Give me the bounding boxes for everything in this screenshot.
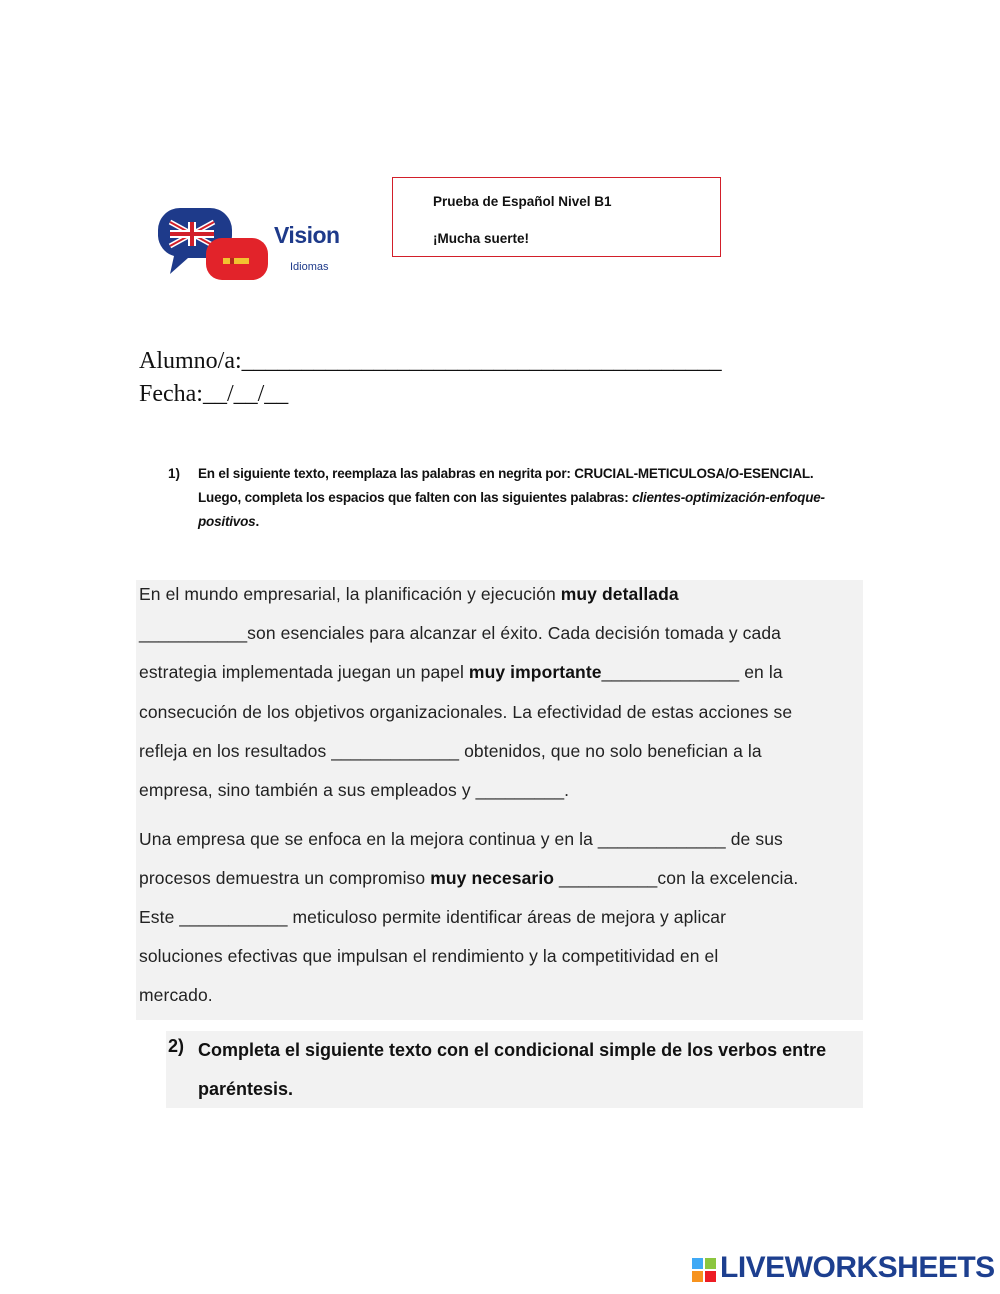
bold-phrase: muy importante [468,662,602,682]
passage-line[interactable]: Una empresa que se enfoca en la mejora continua y en la _____________ de sus [139,829,783,849]
exercise-1-instruction-complete: Luego, completa los espacios que falten con las siguientes palabras: clientes-optimización-enfoque- positivos. [198,490,825,529]
exercise-1-number: 1) [168,466,181,481]
student-name-field[interactable]: Alumno/a:________________________________________ [139,348,722,374]
test-header-box [392,177,721,257]
logo-wordmark: Vision [274,222,340,248]
reading-passage [136,580,863,1020]
date-field[interactable]: Fecha:__/__/__ [139,381,289,407]
word-bank: clientes-optimización-enfoque- positivos [198,490,825,529]
passage-line[interactable]: ___________son esenciales para alcanzar el éxito. Cada decisión tomada y cada [139,623,782,643]
bold-phrase: muy detallada [560,584,679,604]
bold-phrase: muy necesario [430,868,555,888]
liveworksheets-wordmark: LIVEWORKSHEETS [720,1251,995,1284]
exercise-1-instructions [198,462,858,534]
passage-line: En el mundo empresarial, la planificación y ejecución muy detallada [139,584,679,604]
spain-speech-bubble-icon [206,238,268,280]
liveworksheets-icon [692,1258,716,1282]
passage-line: consecución de los objetivos organizacionales. La efectividad de estas acciones se [139,702,793,722]
passage-line[interactable]: estrategia implementada juegan un papel muy importante______________ en la [139,662,783,682]
passage-line[interactable]: empresa, sino también a sus empleados y _________. [139,780,570,800]
passage-line[interactable]: Este ___________ meticuloso permite identificar áreas de mejora y aplicar [139,907,727,927]
good-luck-message: ¡Mucha suerte! [433,231,530,246]
logo-subtitle: Idiomas [290,261,329,273]
passage-line[interactable]: procesos demuestra un compromiso muy necesario __________con la excelencia. [139,868,799,888]
passage-line: soluciones efectivas que impulsan el rendimiento y la competitividad en el [139,946,719,966]
exercise-2-instructions: Completa el siguiente texto con el condicional simple de los verbos entre paréntesis. [198,1040,827,1099]
passage-line: mercado. [139,985,213,1005]
passage-line[interactable]: refleja en los resultados _____________ obtenidos, que no solo benefician a la [139,741,762,761]
exercise-2-number: 2) [168,1036,185,1056]
test-title: Prueba de Español Nivel B1 [433,194,612,209]
exercise-1-instruction-replace: En el siguiente texto, reemplaza las palabras en negrita por: CRUCIAL-METICULOSA/O-ESENCIAL. [198,466,814,481]
exercise-2-box [166,1031,863,1108]
